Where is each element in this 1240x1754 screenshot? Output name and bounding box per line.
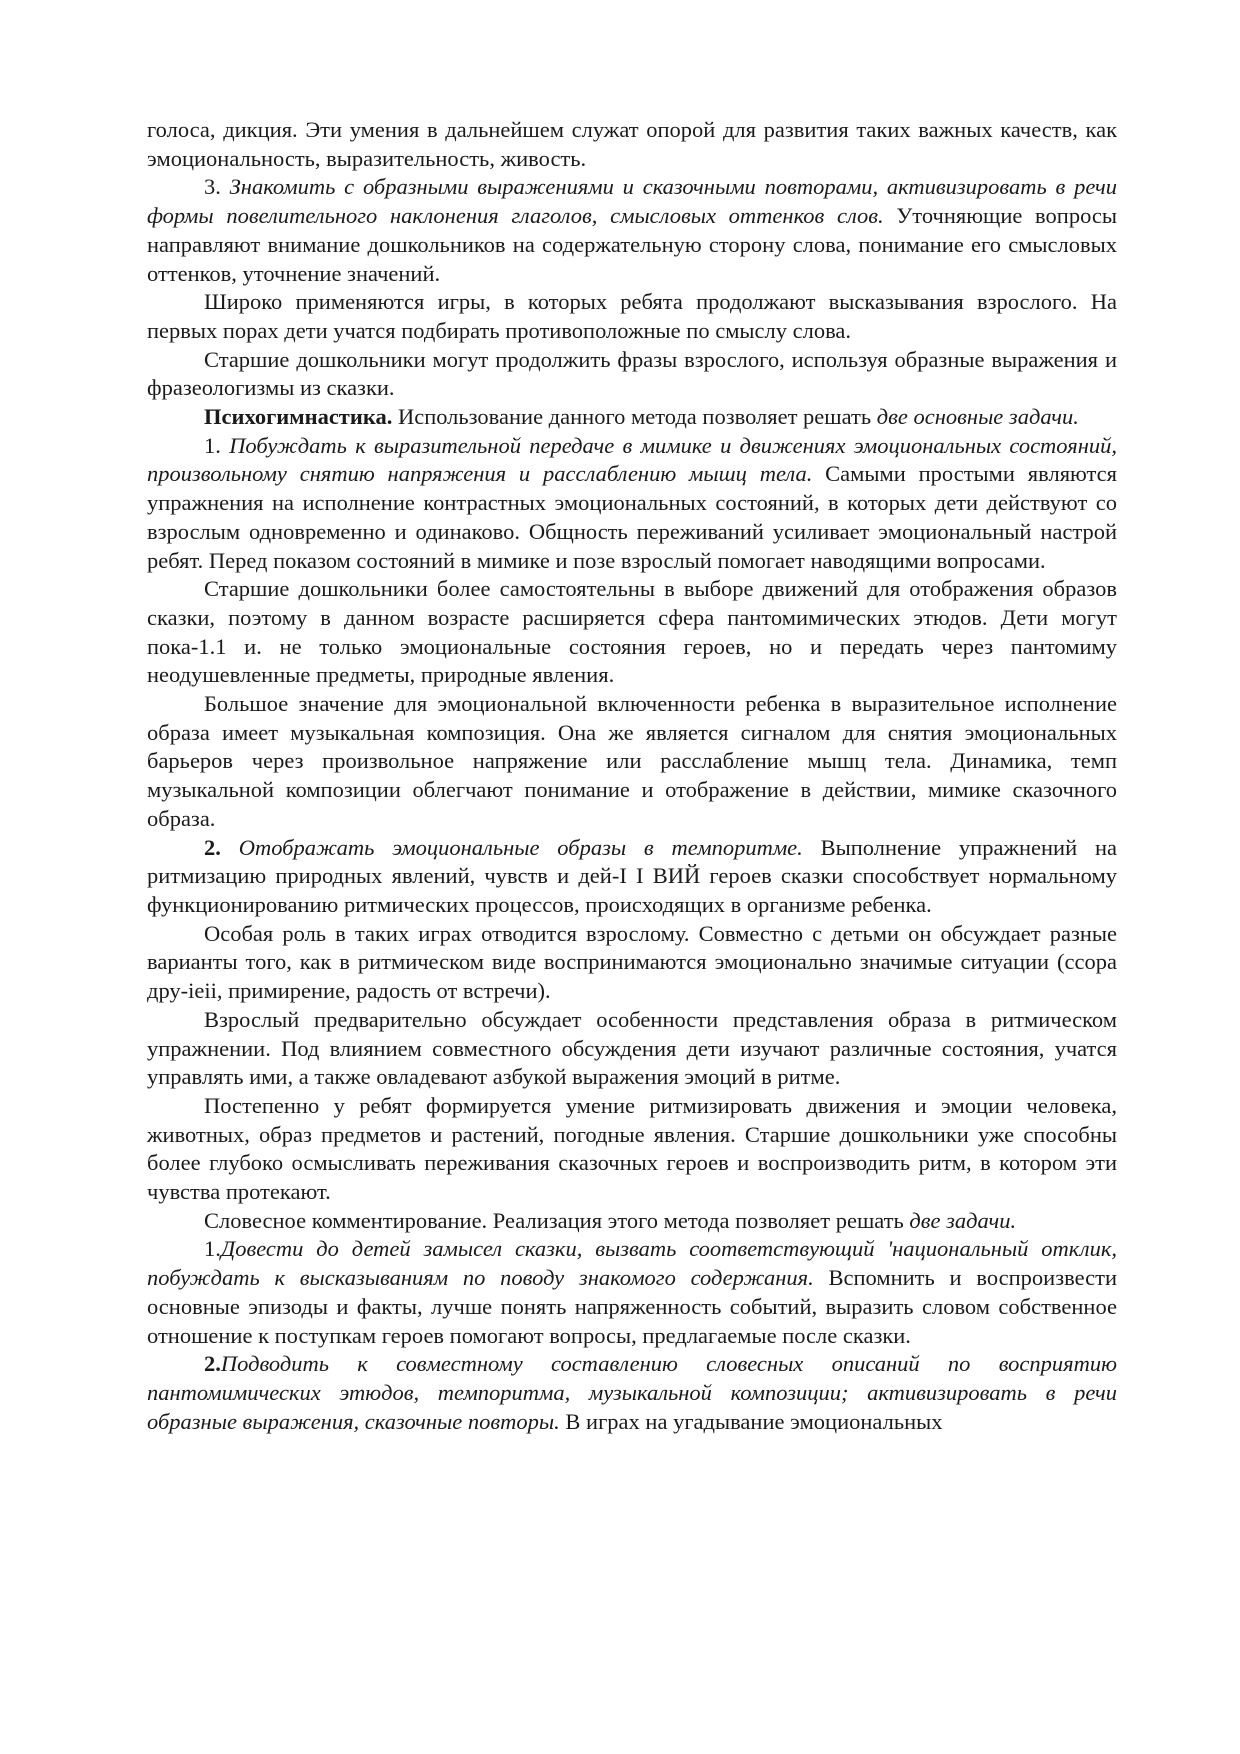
spacer-text — [221, 835, 239, 860]
paragraph-text: Уточняющие вопросы направляют внимание дошкольников на содержательную сторону слова, понимание его смысловых оттенков, уточнение значений. — [147, 203, 1117, 286]
task-heading: Побуждать к выразительной передаче в мимике и движениях эмоциональных состояний, произвольному снятию напряжения и расслаблению мышц тела. — [147, 432, 1117, 487]
paragraph-11 — [147, 1006, 1117, 1092]
paragraph-text: Выполнение упражнений на ритмизацию природных явлений, чувств и дей-I I ВИЙ героев сказки способствует нормальному функционированию ритмических процессов, происходящих в организме ребенка. — [147, 834, 1118, 917]
list-number: 2. — [204, 1351, 221, 1377]
document-page — [147, 116, 1117, 1436]
paragraph-text: Постепенно у ребят формируется умение ритмизировать движения и эмоции человека, животных, образ предметов и растений, погодные явления. Старшие дошкольники уже способны более глубоко осмысливать переживания сказочных героев и воспроизводить ритм, в котором эти чувства протекают. — [147, 1092, 1117, 1205]
paragraph-text: Большое значение для эмоциональной включенности ребенка в выразительное исполнение образа имеет музыкальная композиция. Она же является сигналом для снятия эмоциональных барьеров через произвольное напряжение или расслабление мышц тела. Динамика, темп музыкальной композиции облегчают понимание и отображение в действии, мимике сказочного образа. — [147, 691, 1117, 831]
paragraph-4 — [147, 346, 1117, 403]
paragraph-text: Старшие дошкольники более самостоятельны в выборе движений для отображения образов сказки, поэтому в данном возрасте расширяется сфера пантомимических этюдов. Дети могут пока-1.1 и. не только эмоциональные состояния героев, но и передать через пантомиму неодушевленные предметы, природные явления. — [147, 576, 1117, 688]
emphasis: две задачи. — [909, 1207, 1017, 1233]
paragraph-text: Вспомнить и воспроизвести основные эпизоды и факты, лучше понять напряженность событий, выразить словом собственное отношение к поступкам героев помогают вопросы, предлагаемые после сказки. — [147, 1265, 1117, 1348]
paragraph-text: Использование данного метода позволяет решать — [392, 404, 877, 430]
paragraph-text: Особая роль в таких играх отводится взрослому. Совместно с детьми он обсуждает разные варианты того, как в ритмическом виде воспринимаются эмоционально значимые ситуации (ссора дру-ieii, примирение, радость от встречи). — [147, 920, 1117, 1004]
paragraph-7 — [147, 575, 1117, 690]
list-number: 1. — [204, 1236, 221, 1262]
paragraph-text: Самыми простыми являются упражнения на исполнение контрастных эмоциональных состояний, в которых дети действуют со взрослым одновременно и одинаково. Общность переживаний усиливает эмоциональный настрой ребят. Перед показом состояний в мимике и позе взрослый помогает наводящими вопросами. — [147, 461, 1117, 573]
paragraph-15 — [147, 1350, 1117, 1436]
paragraph-text: голоса, дикция. Эти умения в дальнейшем служат опорой для развития таких важных качеств, как эмоциональность, выразительность, живость. — [147, 117, 1117, 171]
section-term: Психогимнастика. — [204, 404, 393, 430]
paragraph-14 — [147, 1235, 1117, 1350]
paragraph-text: Взрослый предварительно обсуждает особенности представления образа в ритмическом упражнении. Под влиянием совместного обсуждения дети изучают различные состояния, учатся управлять ими, а также овладевают азбукой выражения эмоций в ритме. — [147, 1006, 1117, 1090]
paragraph-3 — [147, 288, 1117, 345]
paragraph-9 — [147, 834, 1117, 920]
paragraph-text: Широко применяются игры, в которых ребята продолжают высказывания взрослого. На первых порах дети учатся подбирать противоположные по смыслу слова. — [147, 289, 1117, 343]
list-number: 3. — [204, 174, 230, 200]
paragraph-5 — [147, 403, 1117, 432]
paragraph-13 — [147, 1207, 1117, 1236]
paragraph-text: В играх на угадывание эмоциональных — [559, 1408, 943, 1434]
task-heading: Довести до детей замысел сказки, вызвать соответствующий 'национальный отклик, побуждать к высказываниям по поводу знакомого содержания. — [147, 1236, 1117, 1291]
list-number: 2. — [204, 834, 221, 860]
paragraph-text: Старшие дошкольники могут продолжить фразы взрослого, используя образные выражения и фразеологизмы из сказки. — [147, 346, 1117, 401]
paragraph-2 — [147, 173, 1117, 288]
paragraph-1 — [147, 116, 1117, 173]
task-heading: Отображать эмоциональные образы в темпоритме. — [238, 834, 803, 860]
emphasis: две основные задачи. — [876, 404, 1079, 430]
task-heading: Знакомить с образными выражениями и сказочными повторами, активизировать в речи формы повелительного наклонения глаголов, смысловых оттенков слов. — [147, 174, 1118, 229]
paragraph-12 — [147, 1092, 1117, 1207]
list-number: 1. — [204, 432, 230, 458]
paragraph-6 — [147, 432, 1117, 576]
task-heading: Подводить к совместному составлению словесных описаний по восприятию пантомимических этюдов, темпоритма, музыкальной композиции; активизировать в речи образные выражения, сказочные повторы. — [147, 1351, 1117, 1434]
paragraph-10 — [147, 920, 1117, 1006]
paragraph-text: Словесное комментирование. Реализация этого метода позволяет решать — [204, 1207, 910, 1233]
paragraph-8 — [147, 690, 1117, 834]
